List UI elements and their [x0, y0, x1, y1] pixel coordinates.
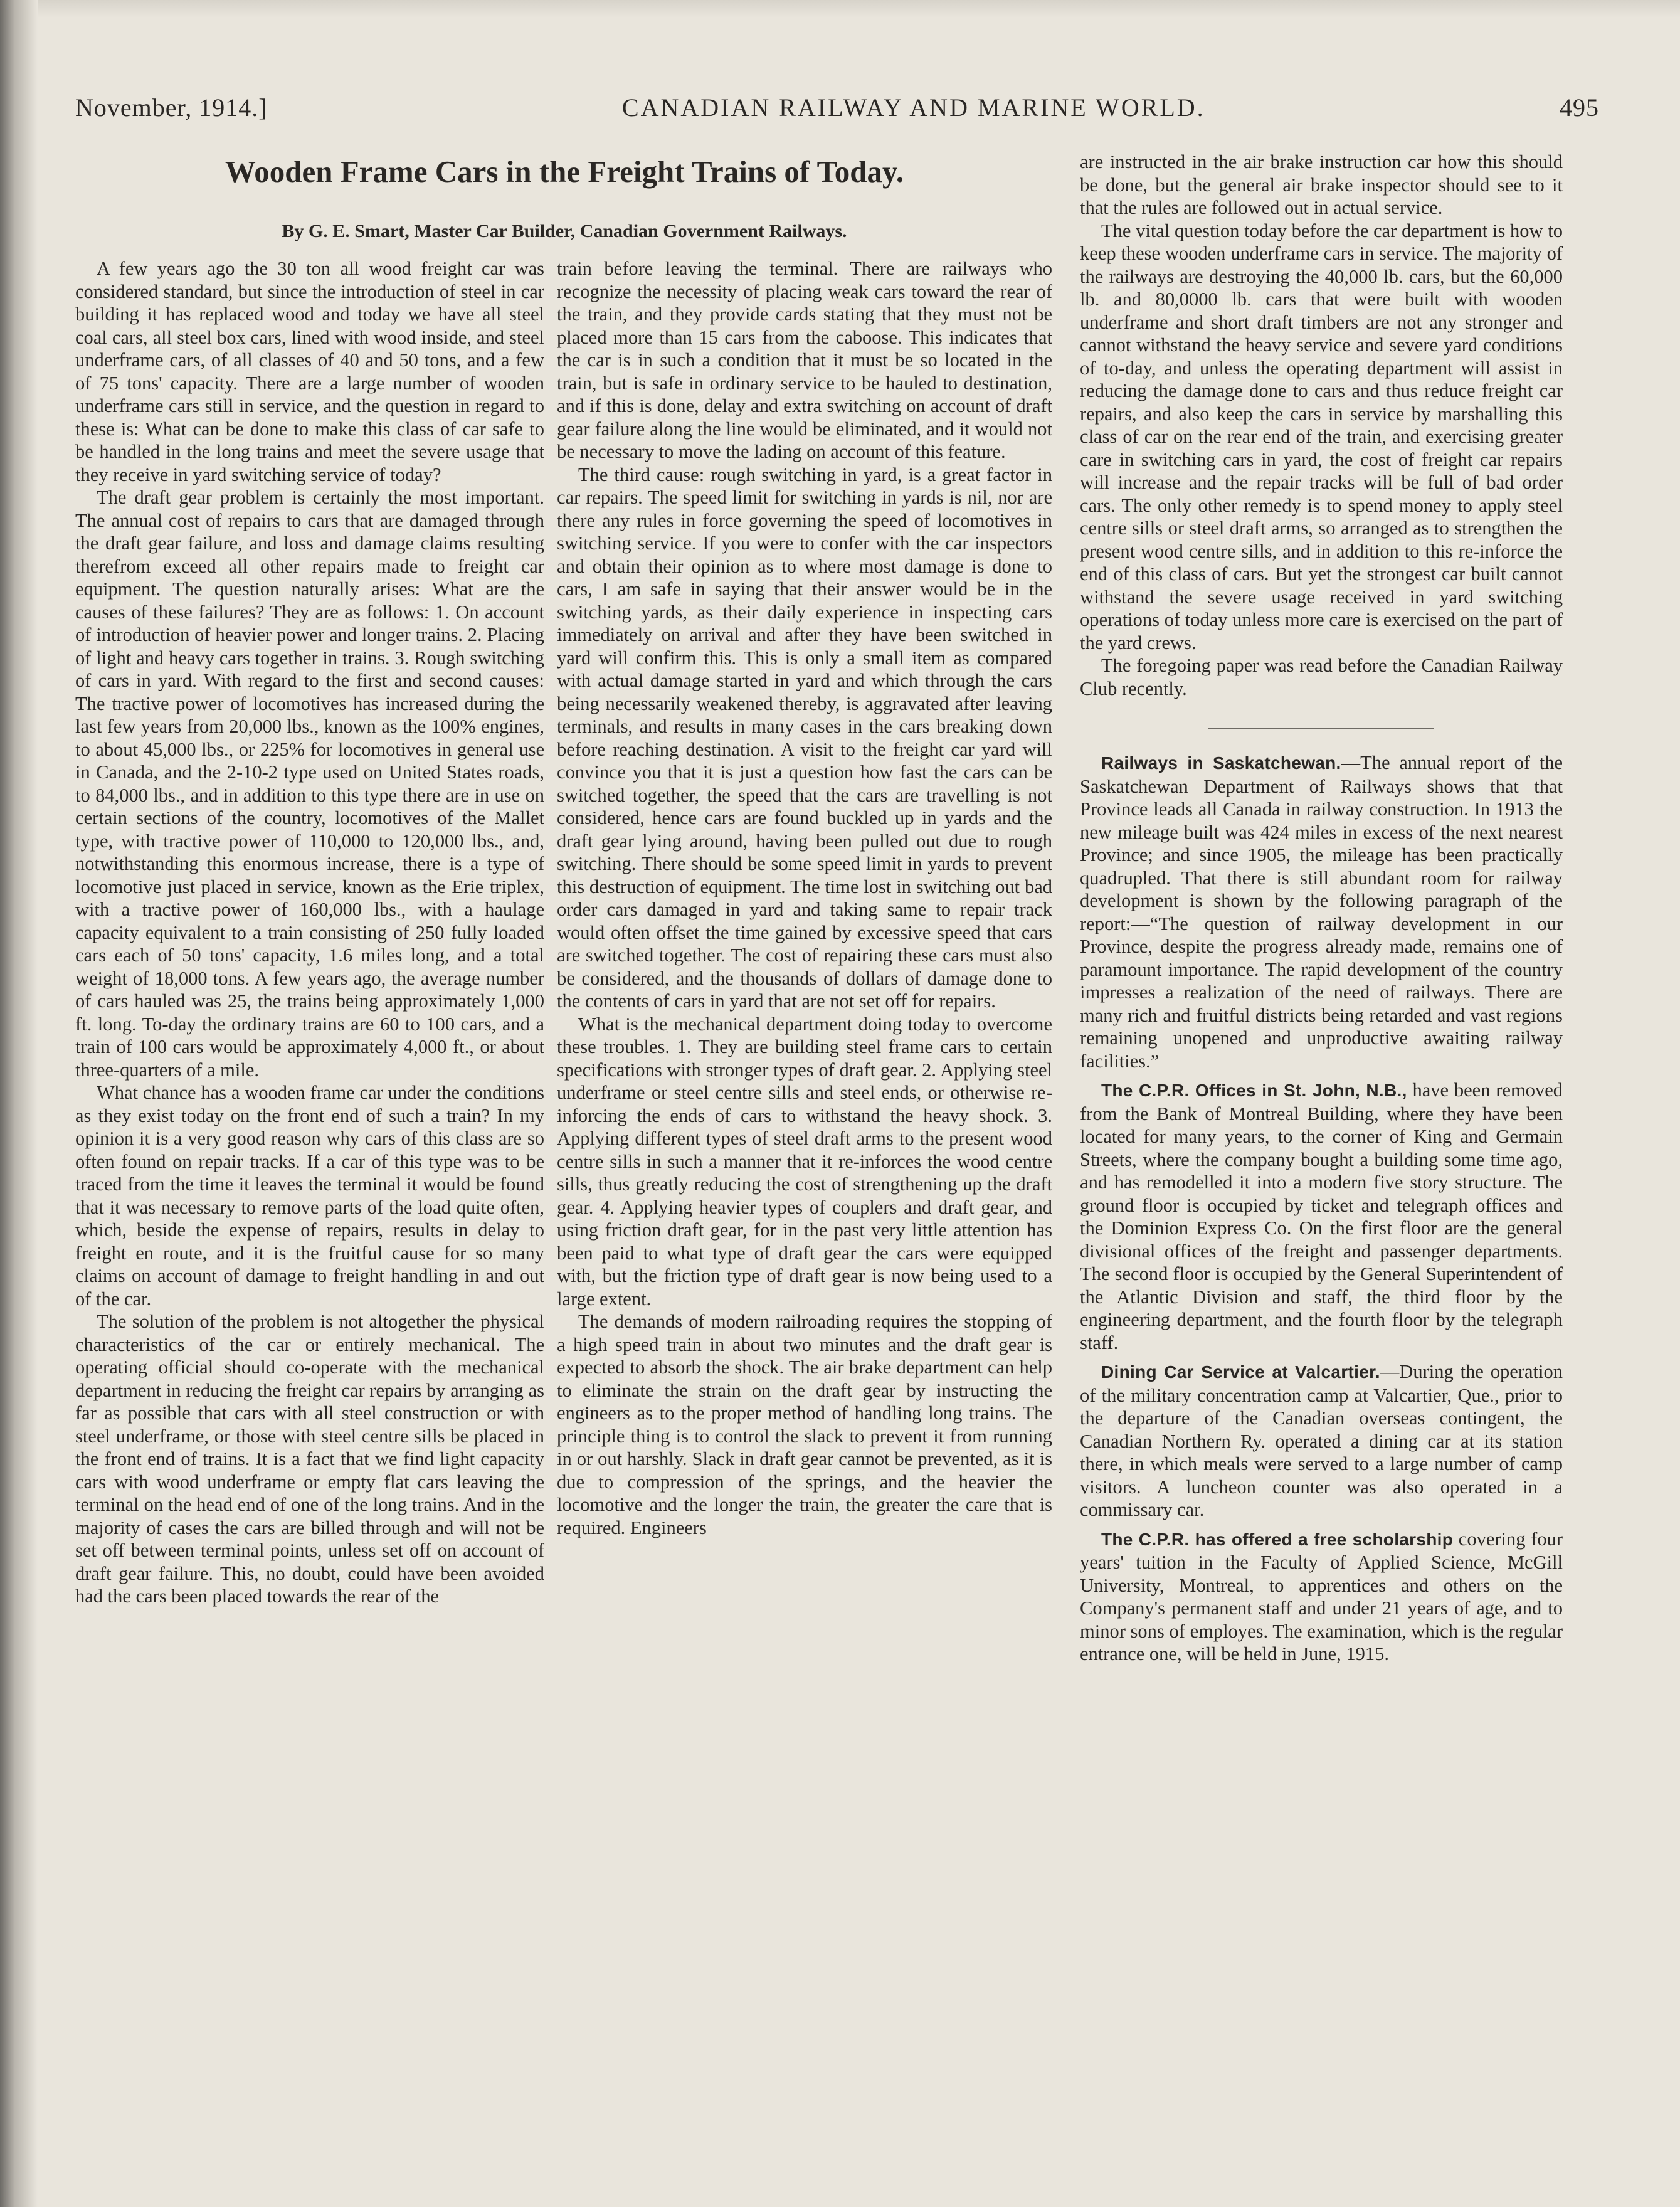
news-headline: Dining Car Service at Valcartier. [1101, 1362, 1380, 1382]
news-item [1080, 1360, 1563, 1522]
running-head [75, 93, 1599, 137]
scan-top-edge [0, 0, 1680, 18]
article-paragraph: The solution of the problem is not altogether the physical characteristics of the car or entirely mechanical. The operating official should co-operate with the mechanical department in reducing the freight car repairs by arranging as far as possible that cars with all steel construction or with steel underframe, or those with steel centre sills be placed in the front end of trains. It is a fact that we find light capacity cars with wood underframe or empty flat cars leaving the terminal on the head end of one of the long trains. And in the majority of cases the cars are billed through and will not be set off between terminal points, unless set off on account of draft gear failure. This, no doubt, could have been avoided had the cars been placed towards the rear of the [75, 1311, 544, 1607]
article-paragraph: A few years ago the 30 ton all wood freight car was considered standard, but since the introduction of steel in car building it has replaced wood and today we have all steel coal cars, all steel box cars, lined with wood inside, and steel underframe cars, of all classes of 40 and 50 tons, and a few of 75 tons' capacity. There are a large number of wooden underframe cars still in service, and the question in regard to these is: What can be done to make this class of car safe to be handled in the long trains and meet the severe usage that they receive in yard switching service of today? [75, 258, 544, 485]
publication-title: CANADIAN RAILWAY AND MARINE WORLD. [621, 93, 1205, 122]
article-column-2 [557, 257, 1052, 1539]
issue-date: November, 1914.] [75, 93, 268, 122]
article-paragraph: What is the mechanical department doing today to overcome these troubles. 1. They are building steel frame cars to certain specifications with stronger types of draft gear. 2. Applying steel underframe or steel centre sills and steel ends, or otherwise re-inforcing the ends of cars to withstand the heavy shock. 3. Applying different types of steel draft arms to the present wood centre sills in such a manner that it re-inforces the wood centre sills, thus greatly reducing the cost of strengthening up the draft gear. 4. Applying heavier types of couplers and draft gear, and using friction draft gear, for in the past very little attention has been paid to what type of draft gear the cars were equipped with, but the friction type of draft gear is now being used to a large extent. [557, 1013, 1052, 1310]
article-paragraph: The demands of modern railroading requires the stopping of a high speed train in about two minutes and the draft gear is expected to absorb the shock. The air brake department can help to eliminate the strain on the draft gear by instructing the engineers as to the proper method of handling long trains. The principle thing is to control the slack to prevent it from running in or out harshly. Slack in draft gear cannot be prevented, as it is due to compression of the springs, and the heavier the locomotive and the longer the train, the greater the care that is required. Engineers [557, 1311, 1052, 1538]
news-text: —The annual report of the Saskatchewan Department of Railways shows that that Province leads all Canada in railway construction. In 1913 the new mileage built was 424 miles in excess of the next nearest Province; and since 1905, the mileage has been practically quadrupled. That there is still abundant room for railway development is shown by the following paragraph of the report:—“The question of railway development in our Province, despite the progress already made, remains one of paramount importance. The rapid development of the country impresses a realization of the need of railways. There are many rich and fruitful districts being retarded and vast regions remaining unopened and unproductive awaiting railway facilities.” [1080, 752, 1563, 1072]
scan-gutter-shadow [0, 0, 38, 2207]
news-text: covering four years' tuition in the Faculty of Applied Science, McGill University, Montreal, to apprentices and others on the Company's permanent staff and under 21 years of age, and to minor sons of employes. The examination, which is the regular entrance one, will be held in June, 1915. [1080, 1528, 1563, 1665]
article-paragraph: The foregoing paper was read before the Canadian Railway Club recently. [1080, 655, 1563, 699]
news-headline: The C.P.R. has offered a free scholarship [1101, 1529, 1454, 1549]
news-text: have been removed from the Bank of Montreal Building, where they have been located for many years, to the corner of King and Germain Streets, where the company bought a building some time ago, and has remodelled it into a modern five story structure. The ground floor is occupied by ticket and telegraph offices and the Dominion Express Co. On the first floor are the general divisional offices of the freight and passenger departments. The second floor is occupied by the General Superintendent of the Atlantic Division and staff, the third floor by the engineering department, and the fourth floor by the telegraph staff. [1080, 1079, 1563, 1353]
news-headline: The C.P.R. Offices in St. John, N.B., [1101, 1081, 1407, 1100]
article-paragraph: are instructed in the air brake instruction car how this should be done, but the general air brake inspector should see to it that the rules are followed out in actual service. [1080, 151, 1563, 218]
news-briefs [1080, 751, 1563, 1666]
article-column-3 [1080, 151, 1563, 1672]
page-number: 495 [1560, 93, 1599, 122]
news-item [1080, 1079, 1563, 1354]
article-title: Wooden Frame Cars in the Freight Trains of Today. [225, 154, 904, 189]
article-paragraph: train before leaving the terminal. There are railways who recognize the necessity of placing weak cars toward the rear of the train, and they provide cards stating that they must not be placed more than 15 cars from the caboose. This indicates that the car is in such a condition that it must be so located in the train, but is safe in ordinary service to be hauled to destination, and if this is done, delay and extra switching on account of draft gear failure along the line would be eliminated, and it would not be necessary to move the lading on account of this feature. [557, 258, 1052, 462]
news-headline: Railways in Saskatchewan. [1101, 753, 1341, 773]
article-paragraph: The draft gear problem is certainly the most important. The annual cost of repairs to cars that are damaged through the draft gear failure, and loss and damage claims resulting therefrom exceed all other repairs made to freight car equipment. The question naturally arises: What are the causes of these failures? They are as follows: 1. On account of introduction of heavier power and longer trains. 2. Placing of light and heavy cars together in trains. 3. Rough switching of cars in yard. With regard to the first and second causes: The tractive power of locomotives has increased during the last few years from 20,000 lbs., known as the 100% engines, to about 45,000 lbs., or 225% for locomotives in general use in Canada, and the 2-10-2 type used on United States roads, to 84,000 lbs., and in addition to this type there are in use on certain sections of the country, locomotives of the Mallet type, with tractive power of 110,000 to 120,000 lbs., and, notwithstanding this enormous increase, there is a type of locomotive just placed in service, known as the Erie triplex, with a tractive power of 160,000 lbs., with a haulage capacity equivalent to a train consisting of 250 fully loaded cars each of 50 tons' capacity, 1.6 miles long, and a total weight of 18,000 tons. A few years ago, the average number of cars hauled was 25, the trains being approximately 1,000 ft. long. To-day the ordinary trains are 60 to 100 cars, and a train of 100 cars would be approximately 4,000 ft., or about three-quarters of a mile. [75, 487, 544, 1081]
article-paragraph: The vital question today before the car department is how to keep these wooden underframe cars in service. The majority of the railways are destroying the 40,000 lb. cars, but the 60,000 lb. and 80,0000 lb. cars that were built with wooden underframe and short draft timbers are not any stronger and cannot withstand the heavy service and severe yard conditions of to-day, and unless the operating department will assist in reducing the damage done to cars and thus reduce freight car repairs, and also keep the cars in service by marshalling this class of car on the rear end of the train, and exercising greater care in switching cars in yard, the cost of freight car repairs will increase and the repair tracks will be full of bad order cars. The only other remedy is to spend money to apply steel centre sills or steel draft arms, so arranged as to strengthen the present wood centre sills, and in addition to this re-inforce the end of this class of cars. But yet the strongest car built cannot withstand the severe usage received in yard switching operations of today unless more care is exercised on the part of the yard crews. [1080, 220, 1563, 654]
article-column-1 [75, 257, 544, 1608]
news-item [1080, 1528, 1563, 1666]
article-byline: By G. E. Smart, Master Car Builder, Canadian Government Railways. [282, 221, 847, 241]
article-paragraph: The third cause: rough switching in yard, is a great factor in car repairs. The speed limit for switching in yards is nil, nor are there any rules in force governing the speed of locomotives in switching service. If you were to confer with the car inspectors and obtain their opinion as to where most damage is done to cars, I am safe in saying that their answer would be in the switching yards, as their daily experience in inspecting cars immediately on arrival and after they have been switched in yard will confirm this. This is only a small item as compared with actual damage started in yard and which through the cars being necessarily weakened thereby, is aggravated after leaving terminals, and results in many cases in the cars breaking down before reaching destination. A visit to the freight car yard will convince you that it is just a question how fast the cars can be switched together, the speed that the cars are travelling is not considered, hence cars are found buckled up in yards and the draft gear lying around, having been pulled out due to rough switching. There should be some speed limit in yards to prevent this destruction of equipment. The time lost in switching out bad order cars damaged in yard and taking same to repair track would often offset the time gained by excessive speed that cars are switched together. The cost of repairing these cars must also be considered, and the thousands of dollars of damage done to the contents of cars in yard that are not set off for repairs. [557, 463, 1052, 1012]
news-item [1080, 751, 1563, 1072]
news-text: —During the operation of the military concentration camp at Valcartier, Que., prior to the departure of the Canadian overseas contingent, the Canadian Northern Ry. operated a dining car at its station there, in which meals were served to a large number of camp visitors. A luncheon counter was also operated in a commissary car. [1080, 1361, 1563, 1520]
section-divider [1208, 728, 1434, 729]
article-paragraph: What chance has a wooden frame car under the conditions as they exist today on the front end of such a train? In my opinion it is a very good reason why cars of this class are so often found on repair tracks. If a car of this type was to be traced from the time it leaves the terminal it would be found that it was necessary to remove parts of the load quite often, which, beside the expense of repairs, results in delay to freight en route, and it is the fruitful cause for so many claims on account of damage to freight handling in and out of the car. [75, 1082, 544, 1310]
